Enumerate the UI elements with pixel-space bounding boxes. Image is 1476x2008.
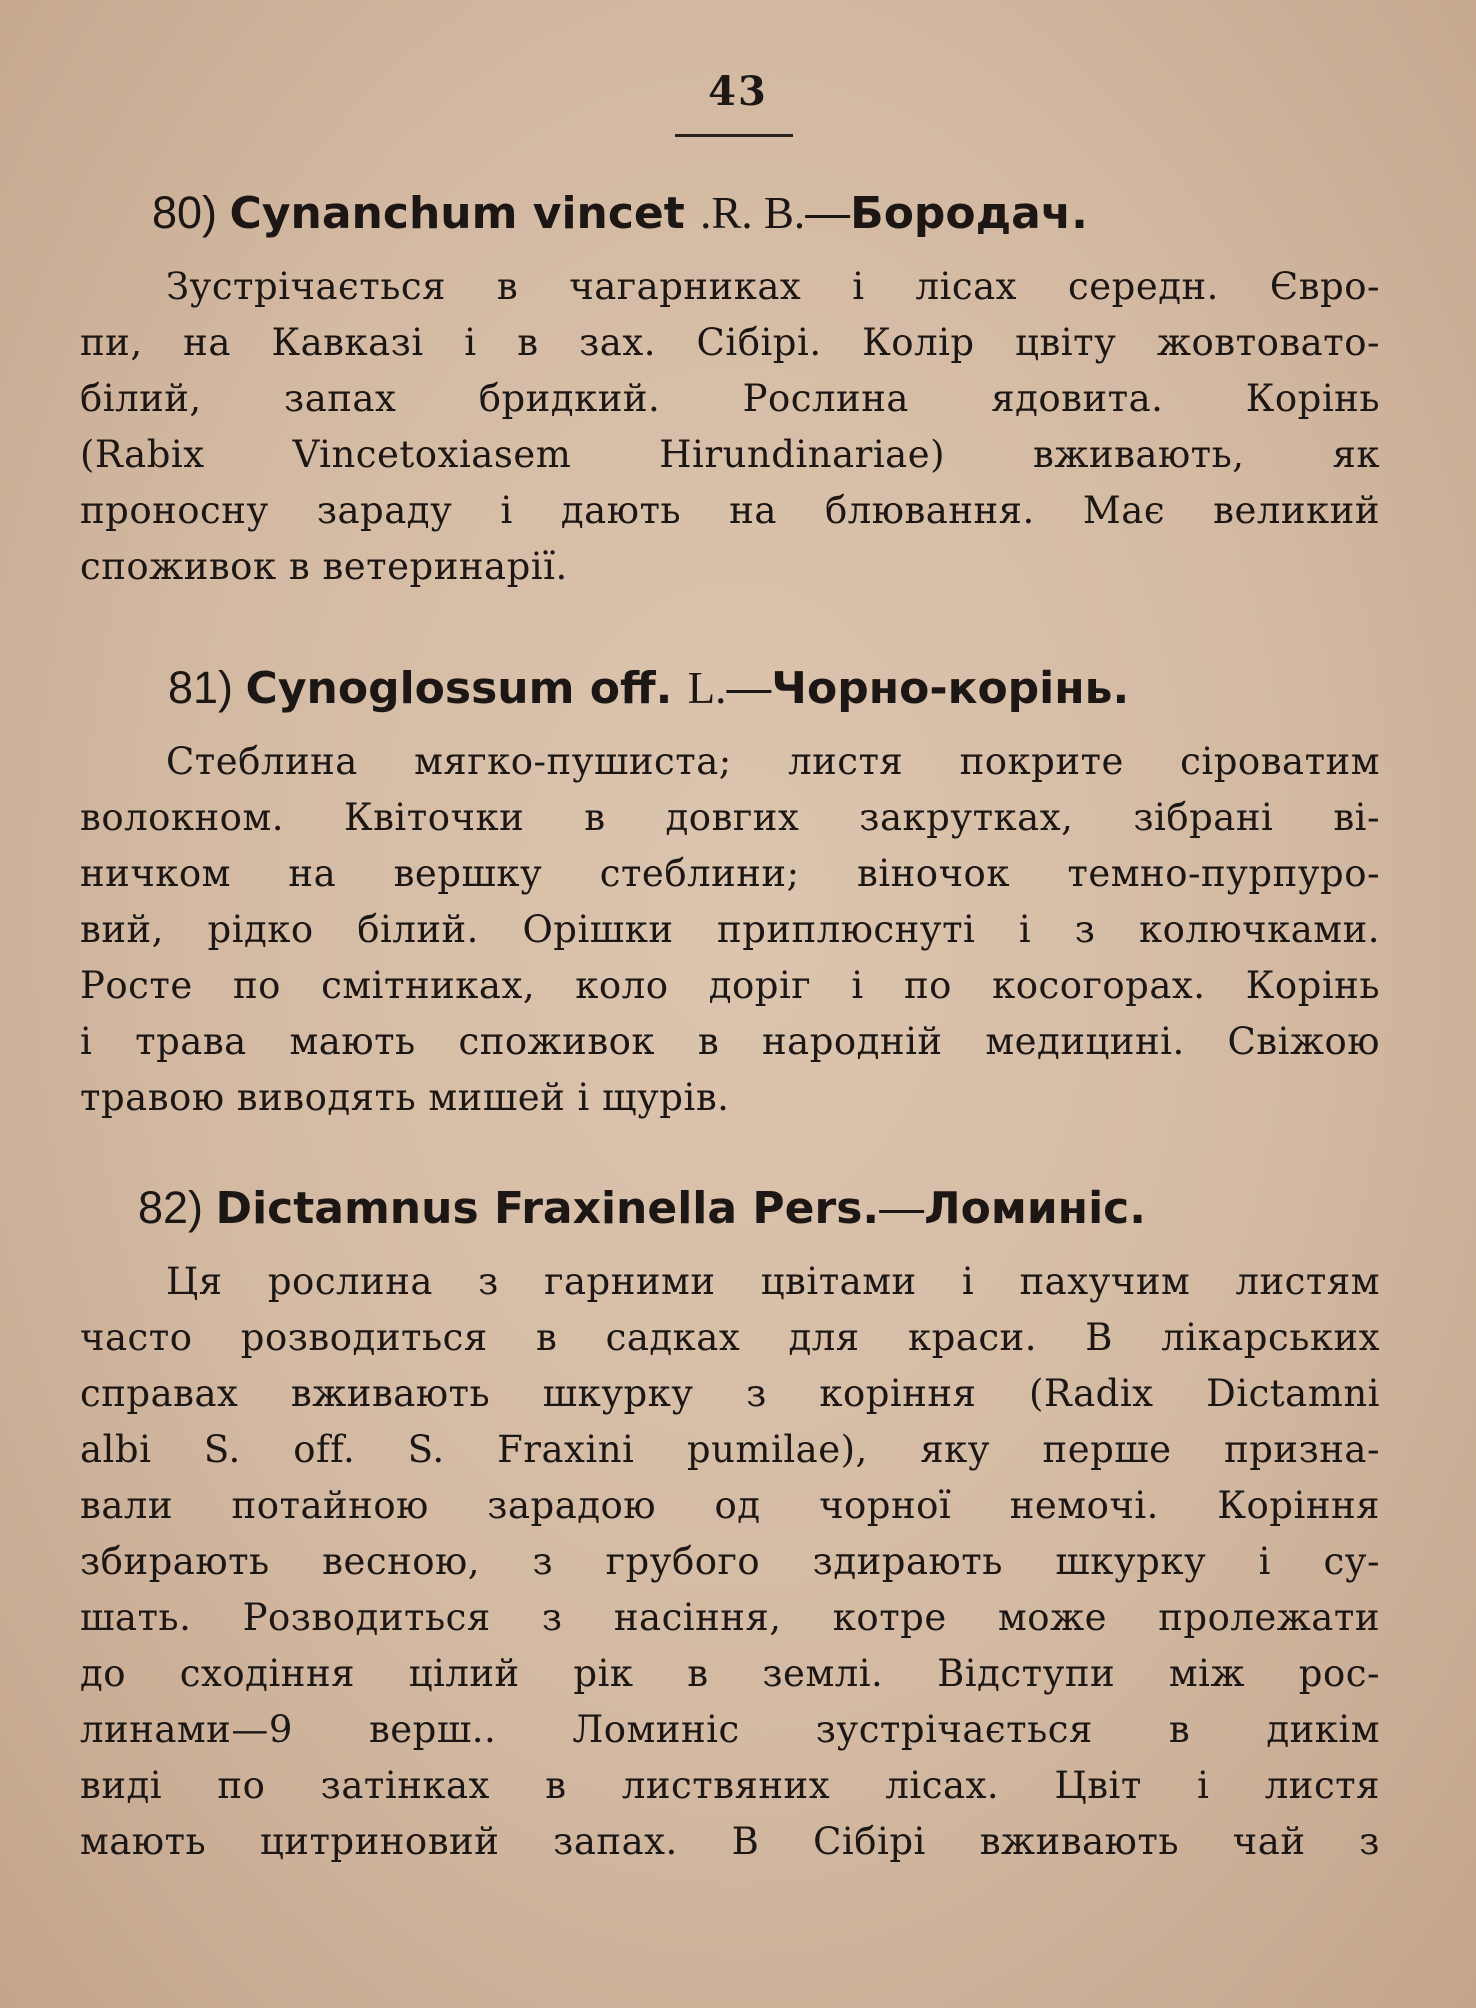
body-line: Стеблина мягко-пушиста; листя покрите сіроватим	[166, 740, 1380, 783]
entry-number: 82)	[138, 1182, 216, 1233]
body-line: білий, запах бридкий. Рослина ядовита. Корінь	[80, 377, 1380, 420]
body-line: волокном. Квіточки в довгих закрутках, зібрані ві-	[80, 796, 1380, 839]
latin-name: Cynoglossum off.	[245, 663, 688, 714]
entry-81	[80, 656, 1380, 1126]
body-line: збирають весною, з грубого здирають шкурку і су-	[80, 1540, 1380, 1583]
body-line: шать. Розводиться з насіння, котре може пролежати	[80, 1596, 1380, 1639]
ukrainian-name: Чорно-корінь.	[771, 663, 1130, 714]
body-line: виді по затінках в листвяних лісах. Цвіт і листя	[80, 1764, 1380, 1807]
body-line: вали потайною зарадою од чорної немочі. Коріння	[80, 1484, 1380, 1527]
body-line: часто розводиться в садках для краси. В лікарських	[80, 1316, 1380, 1359]
body-line: ничком на вершку стеблини; віночок темно-пурпуро-	[80, 852, 1380, 895]
body-line: проносну зараду і дають на блювання. Має великий	[80, 489, 1380, 532]
entry-82	[80, 1176, 1380, 1870]
ukrainian-name: Бородач.	[850, 188, 1088, 239]
body-line: споживок в ветеринарії.	[80, 545, 568, 588]
page-number-rule	[675, 134, 793, 137]
body-line: albi S. off. S. Fraxini pumilae), яку перше призна-	[80, 1428, 1380, 1471]
entry-body	[80, 259, 1380, 595]
body-line: травою виводять мишей і щурів.	[80, 1076, 730, 1119]
body-line: справах вживають шкурку з коріння (Radix Dictamni	[80, 1372, 1380, 1415]
body-line: до сходіння цілий рік в землі. Відступи між рос-	[80, 1652, 1380, 1695]
body-line: линами—9 верш.. Ломиніс зустрічається в дикім	[80, 1708, 1380, 1751]
author-abbreviation: L.	[687, 663, 727, 713]
author-abbreviation: .R. B.	[700, 188, 806, 238]
latin-name: Cynanchum vincet	[229, 188, 701, 239]
entry-body	[80, 734, 1380, 1126]
ukrainian-name: Ломиніс.	[924, 1183, 1146, 1234]
page-number: 43	[708, 68, 768, 115]
entry-number: 81)	[168, 662, 246, 713]
heading-dash: —	[879, 1182, 925, 1233]
body-line: вий, рідко білий. Орішки приплюснуті і з колючками.	[80, 908, 1380, 951]
entry-body	[80, 1254, 1380, 1870]
latin-name: Dictamnus Fraxinella Pers.	[215, 1183, 880, 1234]
body-line: Ця рослина з гарними цвітами і пахучим листям	[166, 1260, 1380, 1303]
heading-dash: —	[726, 662, 772, 713]
entry-number: 80)	[152, 187, 230, 238]
entry-heading	[80, 656, 1380, 720]
body-line: і трава мають споживок в народній медицині. Свіжою	[80, 1020, 1380, 1063]
heading-dash: —	[805, 187, 851, 238]
body-line: мають цитриновий запах. В Сібірі вживають чай з	[80, 1820, 1380, 1863]
body-line: Росте по смітниках, коло доріг і по косогорах. Корінь	[80, 964, 1380, 1007]
entry-heading	[80, 1176, 1380, 1240]
entry-80	[80, 181, 1380, 595]
entry-heading	[80, 181, 1380, 245]
body-line: Зустрічається в чагарниках і лісах середн. Євро-	[166, 265, 1380, 308]
body-line: пи, на Кавказі і в зах. Сібірі. Колір цвіту жовтовато-	[80, 321, 1380, 364]
body-line: (Rabix Vincetoxiasem Hirundinariae) вживають, як	[80, 433, 1380, 476]
